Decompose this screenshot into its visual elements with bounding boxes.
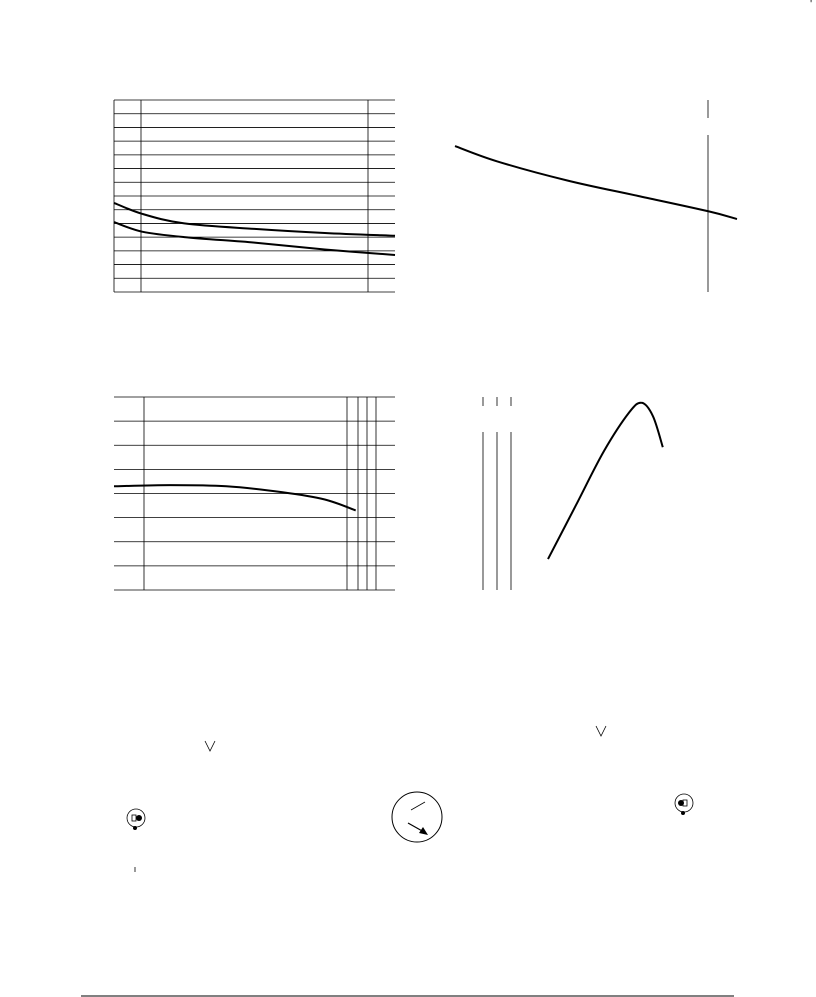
series-line-2 (114, 222, 395, 255)
circle-dot-icon (127, 809, 145, 830)
corner-mark: ' (810, 0, 812, 10)
series-group (114, 203, 395, 255)
series-line-1 (114, 485, 356, 510)
series-line-1 (455, 146, 737, 219)
dial-icon (392, 792, 442, 842)
series-group (455, 146, 737, 219)
series-line-1 (548, 403, 663, 559)
horizontal-gridlines (114, 421, 395, 566)
chart-bottom-left (114, 397, 395, 590)
chart-top-right (455, 100, 737, 292)
series-line-1 (114, 203, 395, 236)
chevron-down-icon (596, 726, 606, 736)
series-group (548, 403, 663, 559)
chart-top-left (114, 100, 395, 292)
circle-dot-icon (675, 794, 693, 815)
chart-bottom-right (483, 397, 663, 590)
chevron-down-icon (205, 741, 215, 751)
horizontal-gridlines (114, 114, 395, 279)
series-group (114, 485, 356, 510)
